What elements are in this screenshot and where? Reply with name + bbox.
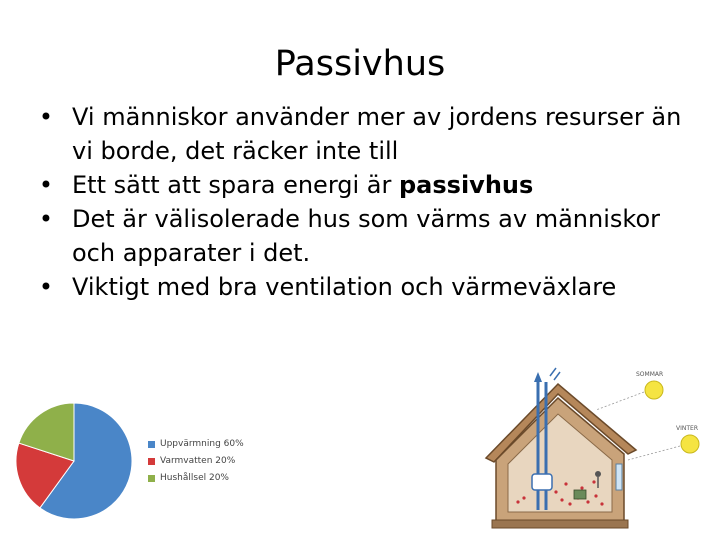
bullet-text: Ett sätt att spara energi är bbox=[72, 171, 399, 199]
pie-svg bbox=[14, 398, 138, 528]
bullet-dot: • bbox=[38, 103, 54, 131]
legend-swatch bbox=[148, 475, 155, 482]
bullet-bold-term: passivhus bbox=[399, 171, 534, 199]
bullet-item bbox=[36, 100, 696, 168]
bullet-item bbox=[36, 270, 696, 304]
bullet-text: Viktigt med bra ventilation och värmeväxlare bbox=[72, 273, 617, 301]
legend-swatch bbox=[148, 458, 155, 465]
person-icon bbox=[595, 471, 601, 477]
legend-item bbox=[148, 436, 244, 453]
window-icon bbox=[616, 464, 622, 490]
bullet-item bbox=[36, 168, 696, 202]
ventilation-arrow-icon bbox=[534, 372, 542, 382]
bullet-text: Vi människor använder mer av jordens resurser än vi borde, det räcker inte till bbox=[72, 103, 682, 165]
bullet-item bbox=[36, 202, 696, 270]
energy-pie-chart bbox=[14, 398, 254, 528]
sun-winter-icon bbox=[681, 435, 699, 453]
winter-sun-ray bbox=[628, 446, 680, 460]
appliance-icon bbox=[574, 490, 586, 499]
slide-title: Passivhus bbox=[274, 44, 446, 84]
air-flow-icon bbox=[550, 368, 560, 380]
heat-exchanger-icon bbox=[532, 474, 552, 490]
bullet-dot: • bbox=[38, 171, 54, 199]
passive-house-illustration bbox=[478, 362, 714, 534]
legend-label: Hushållsel 20% bbox=[160, 473, 229, 483]
sun-summer-icon bbox=[645, 381, 663, 399]
floor-slab bbox=[492, 520, 628, 528]
legend-item bbox=[148, 453, 244, 470]
vinter-label: VINTER bbox=[676, 425, 698, 432]
legend-item bbox=[148, 470, 244, 487]
bullet-list bbox=[36, 100, 696, 304]
summer-sun-ray bbox=[596, 392, 644, 410]
pie-legend bbox=[148, 436, 244, 487]
bullet-text: Det är välisolerade hus som värms av människor och apparater i det. bbox=[72, 205, 660, 267]
sommar-label: SOMMAR bbox=[636, 371, 664, 378]
legend-label: Uppvärmning 60% bbox=[160, 439, 244, 449]
bullet-dot: • bbox=[38, 205, 54, 233]
legend-label: Varmvatten 20% bbox=[160, 456, 236, 466]
bullet-dot: • bbox=[38, 273, 54, 301]
legend-swatch bbox=[148, 441, 155, 448]
